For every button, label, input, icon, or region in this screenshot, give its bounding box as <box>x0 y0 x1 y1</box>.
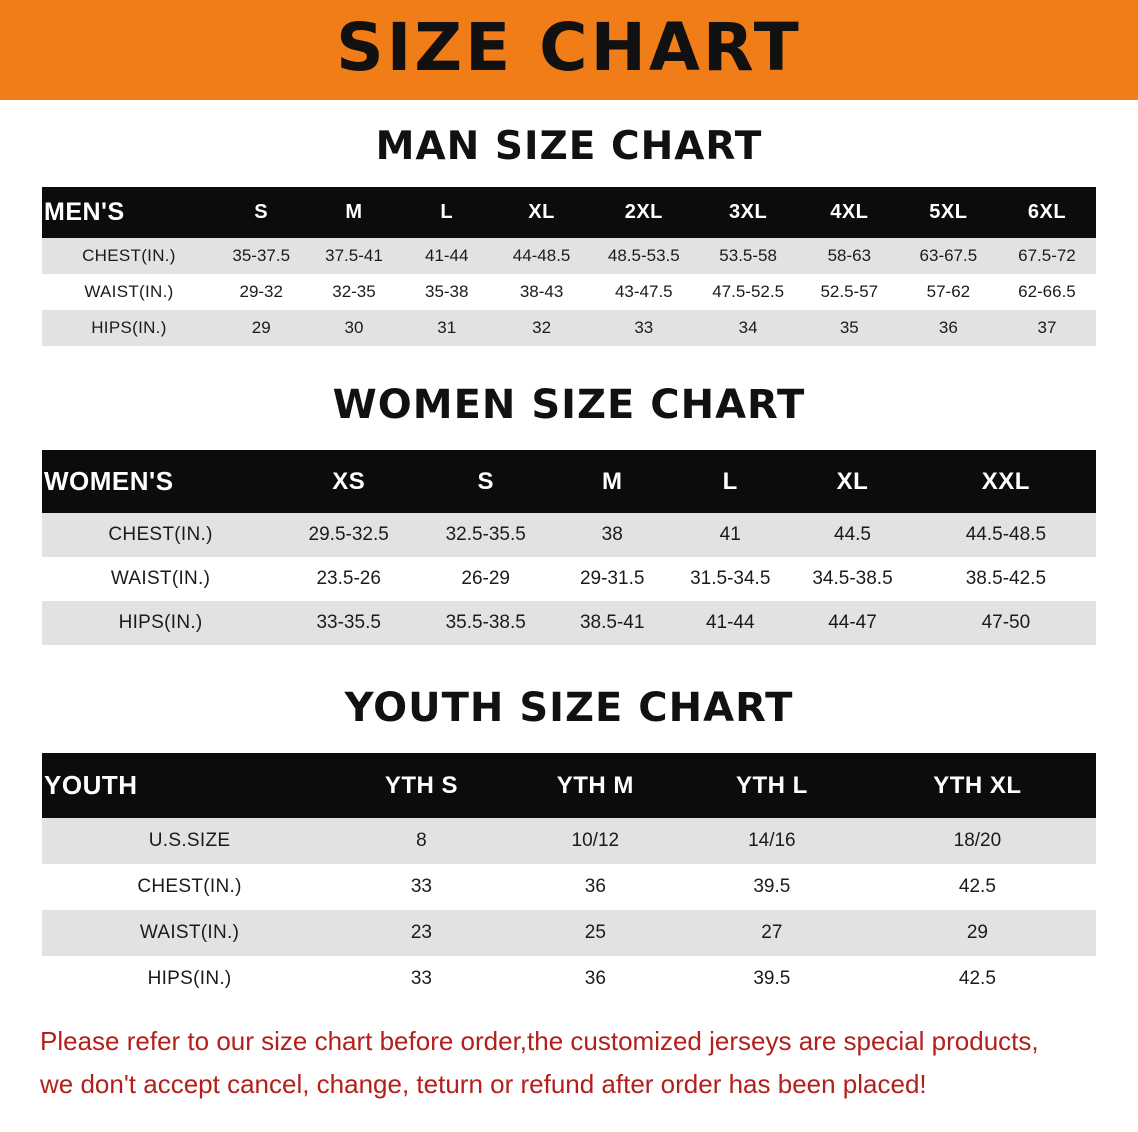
man-header-cell-6: 3XL <box>697 187 800 238</box>
man-row1-cell1: 29-32 <box>216 274 307 310</box>
youth-size-table <box>42 753 1096 1002</box>
man-row1-cell9: 62-66.5 <box>998 274 1096 310</box>
women-row0-cell4: 41 <box>671 513 789 557</box>
man-row0-cell7: 58-63 <box>800 238 899 274</box>
women-size-table <box>42 450 1096 645</box>
youth-row2-cell1: 23 <box>337 910 506 956</box>
man-row0-cell1: 35-37.5 <box>216 238 307 274</box>
youth-row1-cell1: 33 <box>337 864 506 910</box>
women-row1-cell2: 26-29 <box>418 557 553 601</box>
youth-row2-label: WAIST(IN.) <box>42 910 337 956</box>
man-row1-label: WAIST(IN.) <box>42 274 216 310</box>
man-row1-cell3: 35-38 <box>401 274 492 310</box>
man-row0-cell8: 63-67.5 <box>899 238 998 274</box>
women-row1-cell6: 38.5-42.5 <box>916 557 1096 601</box>
youth-row2-cell2: 25 <box>506 910 685 956</box>
table-row <box>42 910 1096 956</box>
man-row0-cell2: 37.5-41 <box>307 238 402 274</box>
table-row <box>42 818 1096 864</box>
women-row1-cell1: 23.5-26 <box>279 557 418 601</box>
man-header-cell-2: M <box>307 187 402 238</box>
man-row1-cell7: 52.5-57 <box>800 274 899 310</box>
youth-header-cell-4: YTH XL <box>859 753 1096 818</box>
women-row2-cell3: 38.5-41 <box>553 601 671 645</box>
women-header-cell-5: XL <box>789 450 915 513</box>
man-row0-cell6: 53.5-58 <box>697 238 800 274</box>
women-row2-cell4: 41-44 <box>671 601 789 645</box>
women-header-cell-2: S <box>418 450 553 513</box>
women-row0-cell6: 44.5-48.5 <box>916 513 1096 557</box>
man-row2-label: HIPS(IN.) <box>42 310 216 346</box>
women-header-cell-3: M <box>553 450 671 513</box>
youth-row1-cell2: 36 <box>506 864 685 910</box>
man-header-cell-0: MEN'S <box>42 187 216 238</box>
youth-header-cell-0: YOUTH <box>42 753 337 818</box>
women-row2-cell2: 35.5-38.5 <box>418 601 553 645</box>
women-header-cell-6: XXL <box>916 450 1096 513</box>
table-row <box>42 864 1096 910</box>
man-row1-cell6: 47.5-52.5 <box>697 274 800 310</box>
disclaimer-note <box>40 1020 1098 1106</box>
table-row <box>42 310 1096 346</box>
women-row1-cell3: 29-31.5 <box>553 557 671 601</box>
man-row2-cell8: 36 <box>899 310 998 346</box>
man-row0-cell5: 48.5-53.5 <box>591 238 696 274</box>
youth-row1-cell4: 42.5 <box>859 864 1096 910</box>
disclaimer-line-1: Please refer to our size chart before order,the customized jerseys are special products, <box>40 1026 1039 1056</box>
women-row1-cell5: 34.5-38.5 <box>789 557 915 601</box>
women-row0-cell1: 29.5-32.5 <box>279 513 418 557</box>
women-row0-cell3: 38 <box>553 513 671 557</box>
man-header-cell-7: 4XL <box>800 187 899 238</box>
man-table-wrap <box>0 187 1138 346</box>
women-row1-label: WAIST(IN.) <box>42 557 279 601</box>
man-row1-cell8: 57-62 <box>899 274 998 310</box>
women-header-cell-0: WOMEN'S <box>42 450 279 513</box>
table-row <box>42 601 1096 645</box>
man-row1-cell5: 43-47.5 <box>591 274 696 310</box>
youth-row3-cell3: 39.5 <box>685 956 859 1002</box>
youth-header-cell-3: YTH L <box>685 753 859 818</box>
women-row0-cell2: 32.5-35.5 <box>418 513 553 557</box>
women-section-title: WOMEN SIZE CHART <box>332 382 806 428</box>
man-header-cell-1: S <box>216 187 307 238</box>
youth-row0-cell3: 14/16 <box>685 818 859 864</box>
man-row0-cell4: 44-48.5 <box>492 238 591 274</box>
women-row0-label: CHEST(IN.) <box>42 513 279 557</box>
man-row2-cell1: 29 <box>216 310 307 346</box>
women-row2-label: HIPS(IN.) <box>42 601 279 645</box>
youth-row0-cell2: 10/12 <box>506 818 685 864</box>
women-row2-cell5: 44-47 <box>789 601 915 645</box>
youth-header-row <box>42 753 1096 818</box>
man-row2-cell5: 33 <box>591 310 696 346</box>
table-row <box>42 956 1096 1002</box>
man-row0-label: CHEST(IN.) <box>42 238 216 274</box>
table-row <box>42 238 1096 274</box>
youth-row0-label: U.S.SIZE <box>42 818 337 864</box>
man-row0-cell9: 67.5-72 <box>998 238 1096 274</box>
youth-row1-label: CHEST(IN.) <box>42 864 337 910</box>
man-row1-cell2: 32-35 <box>307 274 402 310</box>
youth-row2-cell3: 27 <box>685 910 859 956</box>
man-row2-cell9: 37 <box>998 310 1096 346</box>
women-row2-cell1: 33-35.5 <box>279 601 418 645</box>
youth-table-wrap <box>0 753 1138 1002</box>
man-row0-cell3: 41-44 <box>401 238 492 274</box>
women-row0-cell5: 44.5 <box>789 513 915 557</box>
man-row2-cell6: 34 <box>697 310 800 346</box>
youth-row3-cell4: 42.5 <box>859 956 1096 1002</box>
table-row <box>42 513 1096 557</box>
youth-row3-cell1: 33 <box>337 956 506 1002</box>
youth-row2-cell4: 29 <box>859 910 1096 956</box>
man-row2-cell2: 30 <box>307 310 402 346</box>
youth-row3-label: HIPS(IN.) <box>42 956 337 1002</box>
man-header-cell-4: XL <box>492 187 591 238</box>
page-title: SIZE CHART <box>336 9 802 86</box>
man-row2-cell4: 32 <box>492 310 591 346</box>
youth-row0-cell4: 18/20 <box>859 818 1096 864</box>
man-header-cell-9: 6XL <box>998 187 1096 238</box>
youth-header-cell-1: YTH S <box>337 753 506 818</box>
women-header-cell-4: L <box>671 450 789 513</box>
man-row1-cell4: 38-43 <box>492 274 591 310</box>
table-row <box>42 274 1096 310</box>
women-row2-cell6: 47-50 <box>916 601 1096 645</box>
man-section-title: MAN SIZE CHART <box>375 124 763 169</box>
youth-header-cell-2: YTH M <box>506 753 685 818</box>
header-banner <box>0 0 1138 100</box>
youth-row0-cell1: 8 <box>337 818 506 864</box>
man-header-cell-8: 5XL <box>899 187 998 238</box>
man-header-cell-5: 2XL <box>591 187 696 238</box>
women-row1-cell4: 31.5-34.5 <box>671 557 789 601</box>
man-row2-cell7: 35 <box>800 310 899 346</box>
women-table-wrap <box>0 450 1138 645</box>
women-header-row <box>42 450 1096 513</box>
youth-section-title: YOUTH SIZE CHART <box>344 685 794 731</box>
youth-row1-cell3: 39.5 <box>685 864 859 910</box>
man-size-table <box>42 187 1096 346</box>
man-header-cell-3: L <box>401 187 492 238</box>
youth-row3-cell2: 36 <box>506 956 685 1002</box>
disclaimer-line-2: we don't accept cancel, change, teturn or refund after order has been placed! <box>40 1068 927 1099</box>
table-row <box>42 557 1096 601</box>
man-header-row <box>42 187 1096 238</box>
women-header-cell-1: XS <box>279 450 418 513</box>
man-row2-cell3: 31 <box>401 310 492 346</box>
